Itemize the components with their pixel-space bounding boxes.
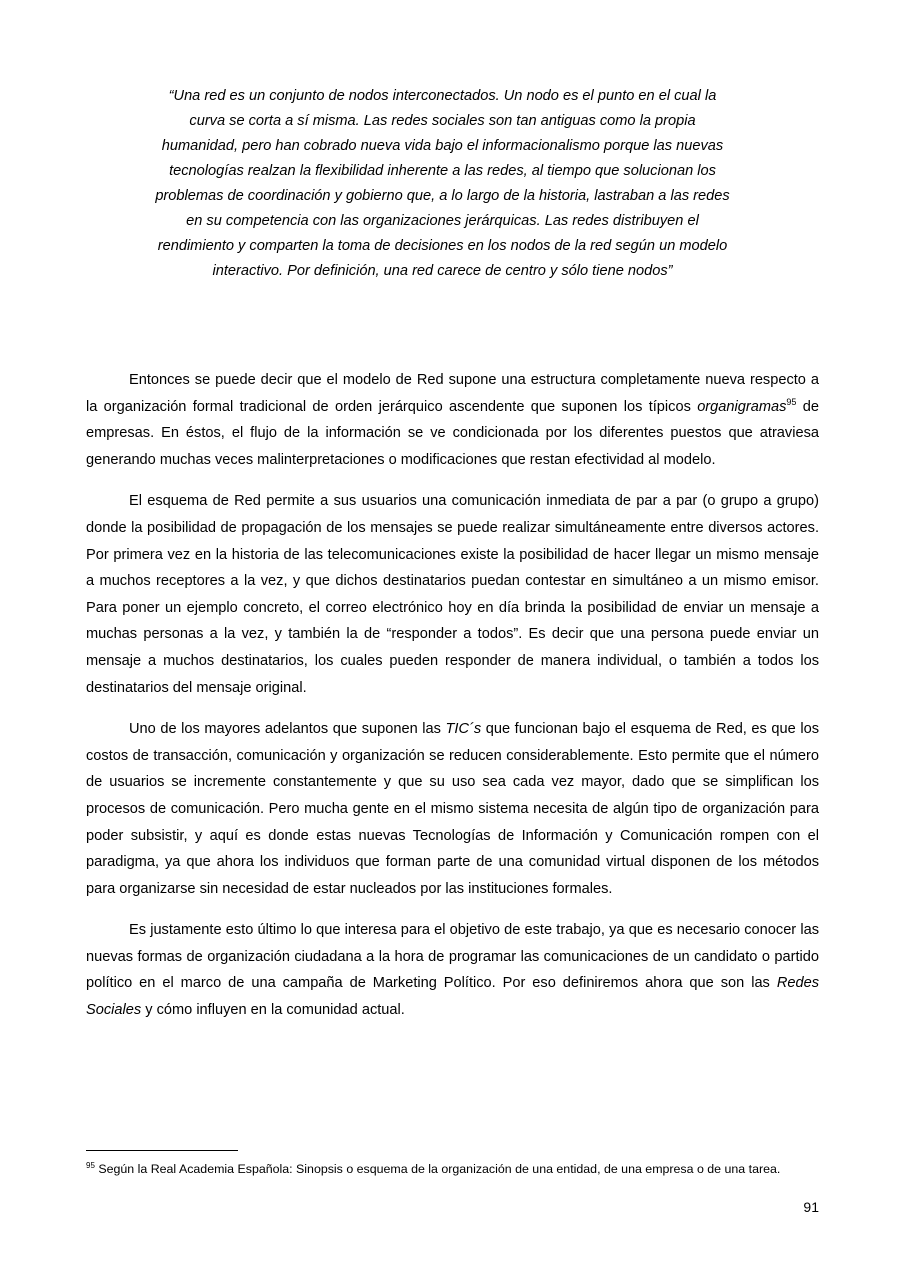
paragraph-4 xyxy=(86,917,819,1023)
paragraph-4-emphasis: Redes Sociales xyxy=(86,975,819,1019)
body-text xyxy=(86,367,819,1039)
paragraph-3-emphasis: TIC´s xyxy=(445,721,482,738)
footnote-number: 95 xyxy=(86,1160,95,1170)
paragraph-1-emphasis: organigramas xyxy=(697,398,787,415)
paragraph-3 xyxy=(86,716,819,902)
paragraph-1-text-b: de empresas. En éstos, el flujo de la información se ve condicionada por los diferentes puestos que atraviesa generando muchas veces malinterpretaciones o modificaciones que restan efectividad al modelo. xyxy=(86,398,819,468)
footnote-divider xyxy=(86,1150,238,1151)
footnote xyxy=(86,1161,819,1177)
page-number: 91 xyxy=(803,1199,819,1215)
paragraph-4-text-b: y cómo influyen en la comunidad actual. xyxy=(141,1002,405,1019)
footnote-reference: 95 xyxy=(786,396,797,407)
paragraph-4-text-a: Es justamente esto último lo que interesa para el objetivo de este trabajo, ya que es necesario conocer las nuevas formas de organización ciudadana a la hora de programar las comunicaciones de un candidato o partido político en el marco de una campaña de Marketing Político. Por eso definiremos ahora que son las xyxy=(86,922,819,992)
paragraph-3-text-a: Uno de los mayores adelantos que suponen las xyxy=(129,721,446,738)
paragraph-1 xyxy=(86,367,819,473)
block-quote: “Una red es un conjunto de nodos interconectados. Un nodo es el punto en el cual la curva se corta a sí misma. Las redes sociales son tan antiguas como la propia humanidad, pero han cobrado nueva vida bajo el informacionalismo porque las nuevas tecnologías realzan la flexibilidad inherente a las redes, al tiempo que solucionan los problemas de coordinación y gobierno que, a lo largo de la historia, lastraban a las redes en su competencia con las organizaciones jerárquicas. Las redes distribuyen el rendimiento y comparten la toma de decisiones en los nodos de la red según un modelo interactivo. Por definición, una red carece de centro y sólo tiene nodos” xyxy=(155,88,730,279)
paragraph-1-text-a: Entonces se puede decir que el modelo de Red supone una estructura completamente nueva respecto a la organización formal tradicional de orden jerárquico ascendente que suponen los típicos xyxy=(86,372,819,415)
paragraph-2: El esquema de Red permite a sus usuarios una comunicación inmediata de par a par (o grupo a grupo) donde la posibilidad de propagación de los mensajes se puede realizar simultáneamente entre diversos actores. Por primera vez en la historia de las telecomunicaciones existe la posibilidad de hacer llegar un mismo mensaje a muchos receptores a la vez, y que dichos destinatarios puedan contestar en simultáneo a un mismo emisor. Para poner un ejemplo concreto, el correo electrónico hoy en día brinda la posibilidad de enviar un mensaje a muchas personas a la vez, y también la de “responder a todos”. Es decir que una persona puede enviar un mensaje a muchos destinatarios, los cuales pueden responder de manera individual, o también a todos los destinatarios del mensaje original. xyxy=(86,493,819,696)
paragraph-3-text-b: que funcionan bajo el esquema de Red, es que los costos de transacción, comunicación y organización se reducen considerablemente. Esto permite que el número de usuarios se incremente constantemente y que su uso sea cada vez mayor, dado que se simplifican los procesos de comunicación. Pero mucha gente en el mismo sistema necesita de algún tipo de organización para poder subsistir, y aquí es donde estas nuevas Tecnologías de Información y Comunicación rompen con el paradigma, ya que ahora los individuos que forman parte de una comunidad virtual disponen de los métodos para organizarse sin necesidad de estar nucleados por las instituciones formales. xyxy=(86,721,819,897)
footnote-text: Según la Real Academia Española: Sinopsis o esquema de la organización de una entidad, de una empresa o de una tarea. xyxy=(94,1162,781,1176)
